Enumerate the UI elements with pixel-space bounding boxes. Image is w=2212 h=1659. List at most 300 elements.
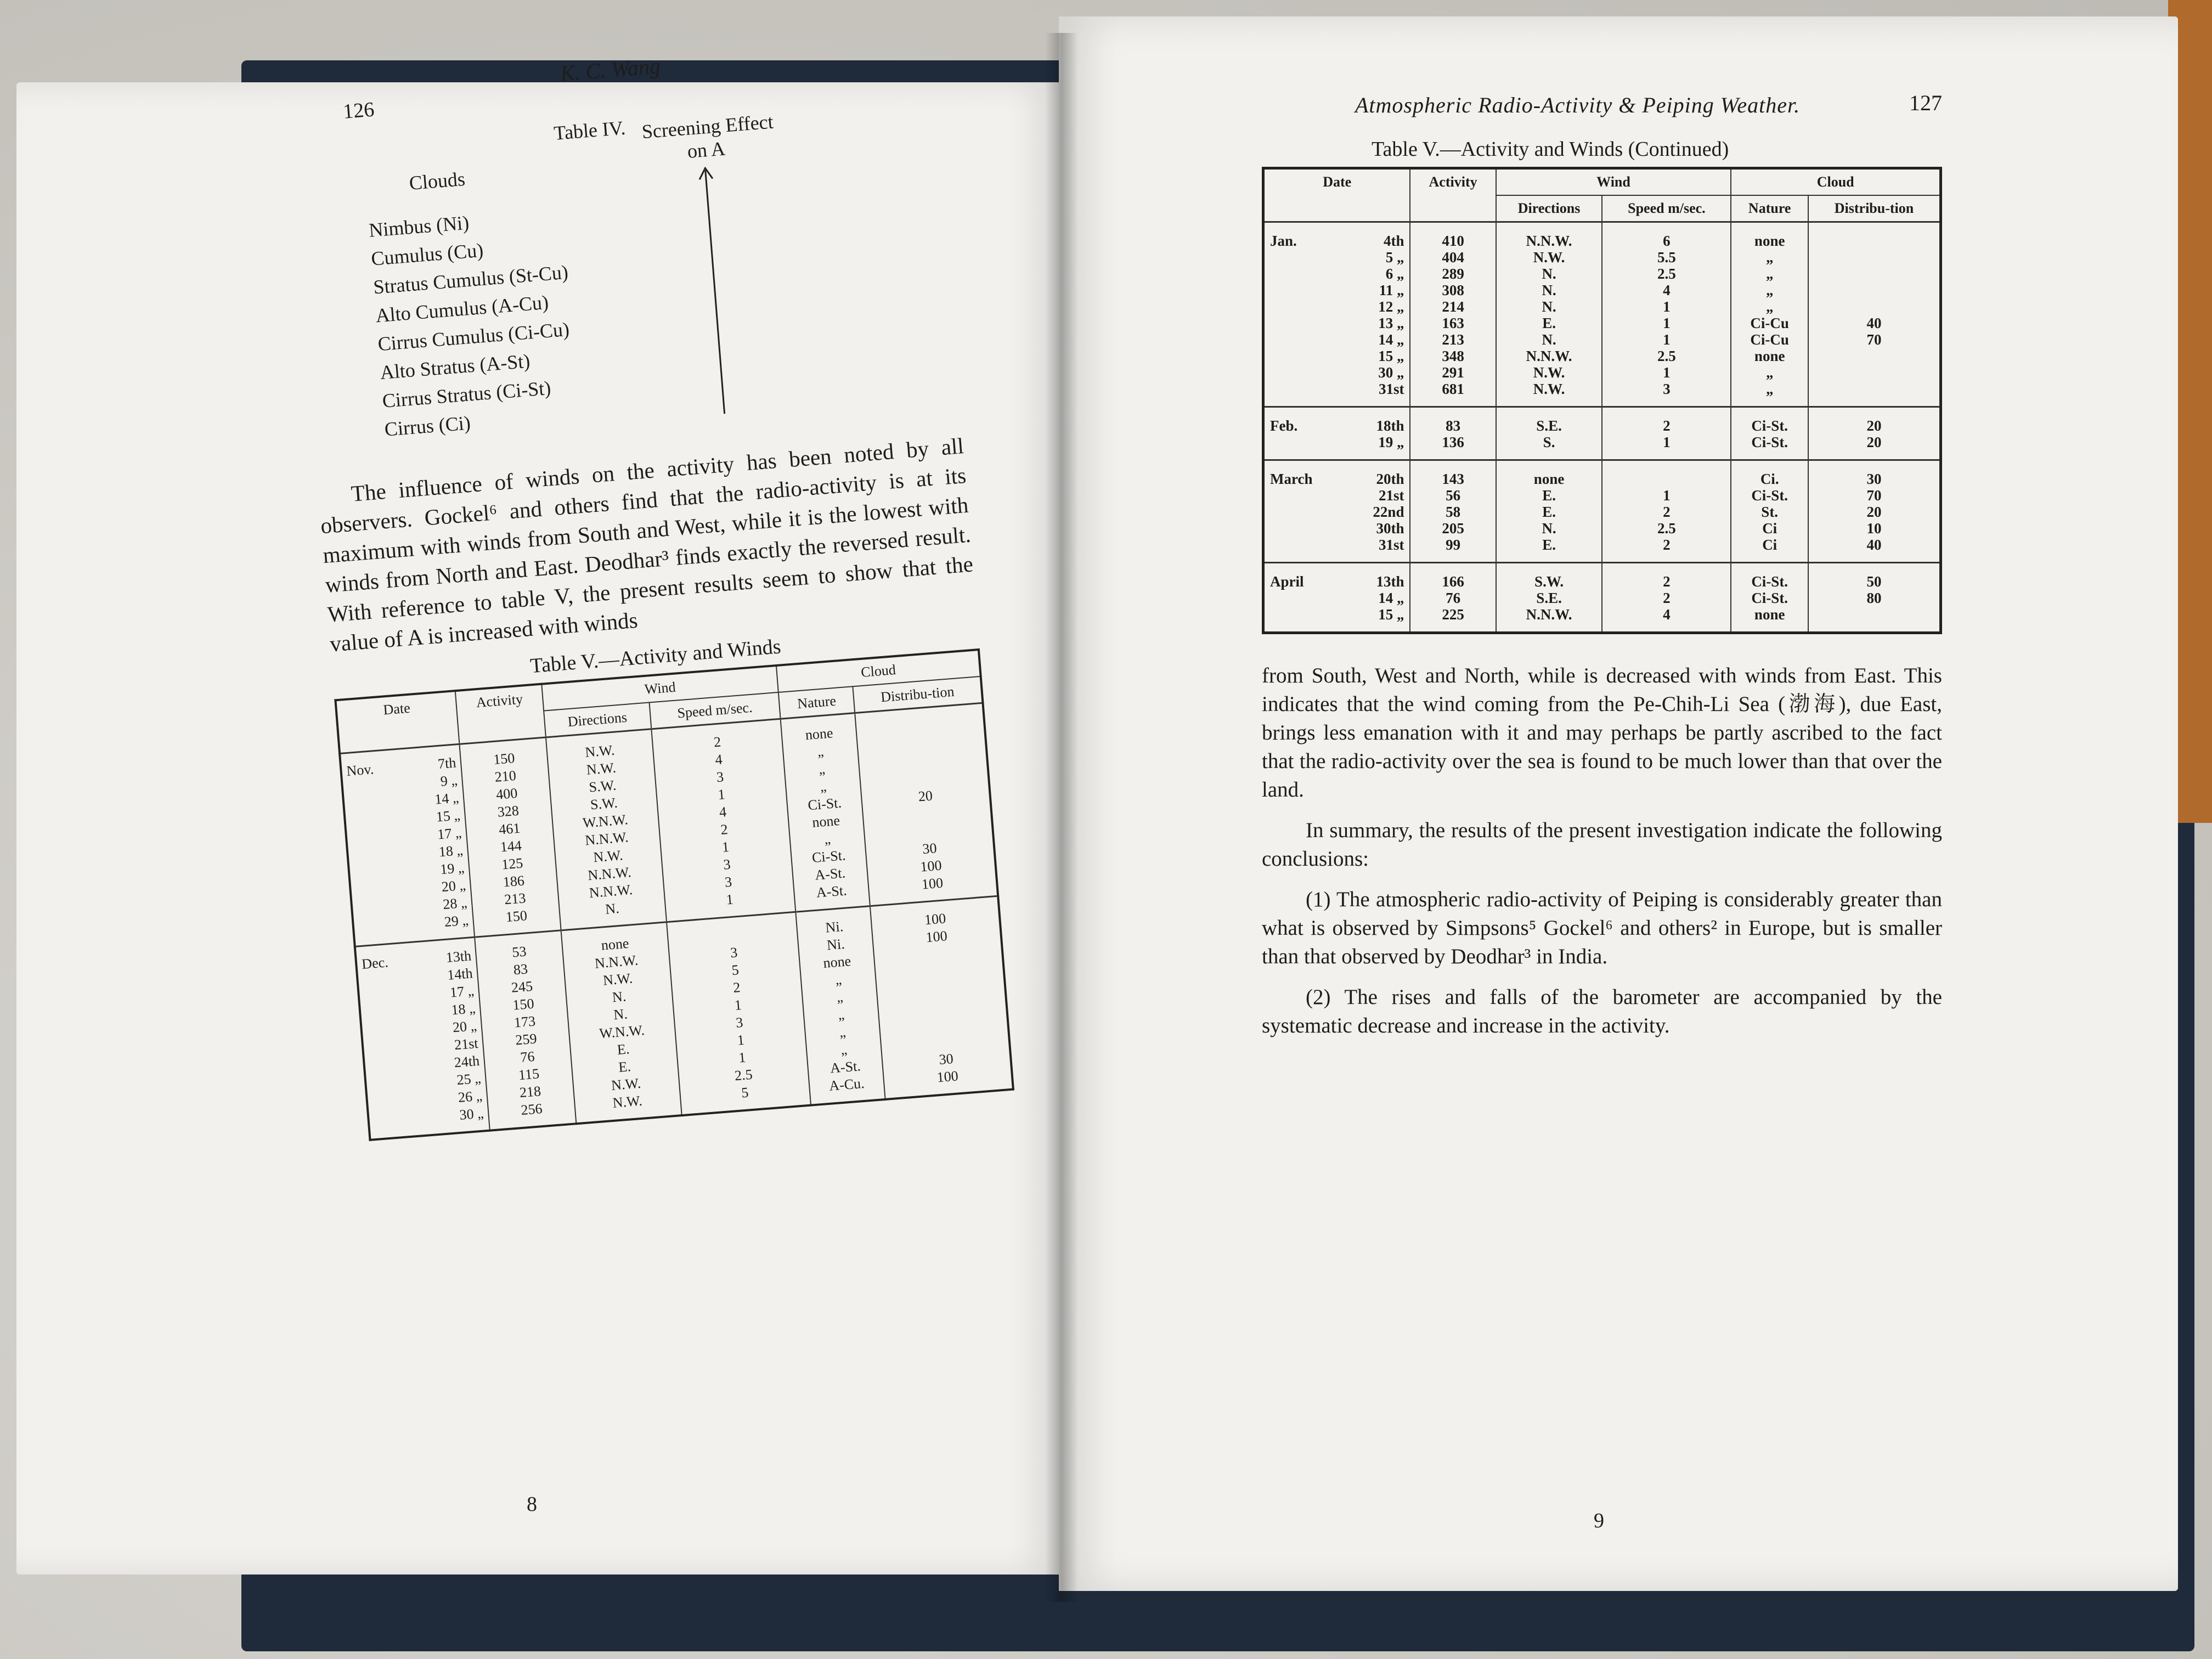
dist-column [1808,222,1941,407]
dist-column [870,896,1013,1099]
nature-value: „ [1765,381,1774,397]
speed-value: 2 [732,979,741,996]
distribution-value: 20 [1866,504,1882,520]
activity-value: 150 [493,750,516,768]
nature-column [781,713,870,912]
speed-value [1608,471,1725,487]
day-label: 29 „ [443,912,469,930]
nature-value: Ni. [825,918,844,936]
speed-value: 1 [738,1049,747,1066]
nature-value: A-St. [814,865,847,883]
speed-value: 4 [1663,282,1671,298]
speed-value: 2 [1663,590,1671,606]
table-4-screening-sub: on A [686,137,726,162]
activity-value: 289 [1442,266,1464,282]
table-5-caption: Table V.—Activity and Winds [529,635,782,678]
date-cell [1263,460,1410,563]
distribution-value: 100 [921,874,944,893]
activity-value: 163 [1442,315,1464,331]
speed-value: 3 [1663,381,1671,397]
right-text [1262,662,1942,1040]
right-page-content [1262,82,1942,1052]
distribution-value: 70 [1866,331,1882,348]
distribution-value: 100 [925,928,948,946]
speed-value: 2 [713,733,722,751]
direction-value: E. [618,1058,631,1075]
table-month-block [1263,407,1941,460]
day-label: 13th [1376,573,1404,590]
direction-value: N.N.W. [584,829,629,849]
speed-value: 1 [1663,364,1671,381]
direction-value: N.W. [1533,364,1565,381]
table-5 [334,648,1014,1141]
date-cell [1263,407,1410,460]
activity-value: 308 [1442,282,1464,298]
activity-value: 99 [1446,537,1461,553]
book-gutter [1045,33,1078,1602]
right-folio: 9 [1594,1509,1604,1532]
left-page-content [285,26,1014,1141]
activity-value: 56 [1446,487,1461,504]
speed-column [1602,407,1731,460]
direction-value: N.N.W. [587,864,632,884]
activity-value: 400 [495,785,518,803]
distribution-value: 20 [917,787,933,805]
speed-value: 1 [733,997,742,1013]
nature-value: „ [834,971,843,988]
activity-value: 115 [517,1065,540,1084]
nature-value: „ [836,989,844,1006]
direction-value: N.W. [584,742,616,760]
activity-value: 150 [505,907,528,926]
speed-column [651,719,796,922]
speed-value: 1 [1663,298,1671,315]
nature-value: „ [840,1041,848,1058]
directions-column [1496,407,1602,460]
nature-value: „ [1765,364,1774,381]
distribution-value: 20 [1866,434,1882,450]
day-label: 18 „ [438,842,464,860]
direction-value: N.N.W. [588,881,634,901]
direction-value: N. [1542,298,1556,315]
speed-value: 3 [723,856,731,873]
speed-value: 2 [1663,417,1671,434]
distribution-value [1814,381,1934,397]
distribution-value [1814,249,1934,266]
nature-value: „ [1765,282,1774,298]
activity-value: 328 [496,802,520,820]
direction-value: W.N.W. [582,811,629,831]
nature-column [1731,563,1808,633]
nature-value: St. [1761,504,1779,520]
day-label: 15 „ [435,807,461,825]
activity-value: 83 [1446,417,1461,434]
direction-value: none [1533,471,1565,487]
activity-value: 259 [515,1030,538,1048]
table-5-cont-caption: Table V.—Activity and Winds (Continued) [1372,138,1729,161]
day-label: 21st [1378,487,1404,504]
activity-value: 83 [512,961,529,978]
speed-value: 1 [725,891,734,908]
direction-value: E. [1542,487,1556,504]
left-running-head: K. C. Wang [559,53,662,86]
direction-value: S.W. [590,794,618,813]
activity-value: 213 [1442,331,1464,348]
day-label: 18th [1376,417,1404,434]
activity-column [475,930,576,1131]
dist-column [1808,460,1941,563]
cloud-type-item: Cirrus Cumulus (Ci-Cu) [377,318,571,356]
header-speed: Speed m/sec. [649,692,781,729]
nature-value: „ [818,760,826,777]
direction-value: N.N.W. [1526,233,1572,249]
activity-value: 410 [1442,233,1464,249]
directions-column [546,729,667,930]
distribution-value [1814,348,1934,364]
day-label: 18 „ [450,1000,476,1018]
speed-value: 4 [718,804,727,821]
direction-value: N. [1542,282,1556,298]
day-label: 9 „ [439,772,458,789]
distribution-value [1814,606,1934,623]
day-label: 14 „ [1378,331,1404,348]
cloud-type-item: Cumulus (Cu) [370,239,484,270]
header-date: Date [1263,168,1410,222]
distribution-value: 70 [1866,487,1882,504]
nature-value: none [1754,606,1785,623]
speed-value: 5.5 [1657,249,1676,266]
dist-column [1808,407,1941,460]
table-4-clouds-header: Clouds [408,167,466,194]
speed-value: 1 [736,1031,745,1048]
header-cloud: Cloud [776,650,980,692]
distribution-value: 100 [936,1068,959,1086]
screening-arrow-icon [694,164,736,417]
cloud-type-item: Cirrus Stratus (Ci-St) [381,376,552,412]
day-label: 13 „ [1378,315,1404,331]
nature-value: none [811,812,841,831]
distribution-value: 40 [1866,537,1882,553]
table-4 [290,92,962,482]
nature-value: Ni. [826,935,845,953]
direction-value: N.W. [585,759,617,778]
direction-value: N.W. [1533,381,1565,397]
month-label: Feb. [1270,417,1298,434]
activity-value: 404 [1442,249,1464,266]
speed-value: 1 [1663,331,1671,348]
table-month-block [1263,460,1941,563]
day-label: 13th [445,947,472,966]
direction-value: N.W. [611,1075,642,1093]
speed-value: 2.5 [733,1066,753,1084]
activity-value: 173 [513,1013,537,1031]
direction-value: W.N.W. [599,1022,645,1042]
date-cell [1263,222,1410,407]
activity-column [1410,460,1496,563]
day-label: 30 „ [459,1105,484,1123]
header-distribution: Distribu-tion [853,676,983,713]
activity-value: 186 [502,872,525,890]
activity-value: 136 [1442,434,1464,450]
day-label: 19 „ [1378,434,1404,450]
table-4-screening-header: Screening Effect [641,110,774,143]
nature-value: Ci [1762,537,1778,553]
day-label: 4th [1383,233,1404,249]
distribution-value: 80 [1866,590,1882,606]
directions-column [1496,460,1602,563]
direction-value: E. [1542,504,1556,520]
activity-value: 53 [511,943,527,961]
day-label: 30th [1376,520,1404,537]
speed-value: 3 [724,873,733,890]
distribution-value: 10 [1866,520,1882,537]
table-5-continued [1262,167,1942,634]
dist-column [855,703,998,906]
directions-column [1496,563,1602,633]
activity-value: 213 [504,890,527,908]
paragraph-summary: In summary, the results of the present investigation indicate the following conclusions: [1262,819,1942,871]
distribution-value [1814,364,1934,381]
nature-value: Ci-St. [1751,434,1788,450]
activity-value: 225 [1442,606,1464,623]
nature-value: „ [1765,249,1774,266]
day-label: 26 „ [457,1087,483,1105]
activity-column [1410,563,1496,633]
nature-value: A-St. [830,1058,861,1076]
distribution-value: 30 [1866,471,1882,487]
day-label: 17 „ [437,825,462,843]
month-label: March [1270,471,1313,487]
speed-column [1602,460,1731,563]
direction-value: E. [1542,315,1556,331]
direction-value: E. [1542,537,1556,553]
direction-value: S. [1543,434,1555,450]
speed-value: 2.5 [1657,348,1676,364]
day-label: 19 „ [439,859,465,878]
nature-value: Ci-St. [807,794,842,814]
speed-value: 2 [1663,504,1671,520]
day-label: 7th [437,754,457,772]
distribution-value: 30 [938,1051,954,1068]
left-page-number: 126 [342,98,375,123]
header-wind: Wind [1496,168,1731,196]
activity-value: 461 [498,820,521,838]
day-label: 24th [453,1052,481,1071]
nature-column [1731,407,1808,460]
day-label: 11 „ [1379,282,1404,298]
table-4-caption: Table IV. [553,116,627,144]
date-cell [1263,563,1410,633]
direction-value: S.E. [1536,590,1562,606]
dist-column [1808,563,1941,633]
speed-column [1602,563,1731,633]
distribution-value [1814,266,1934,282]
header-directions: Directions [1496,195,1602,222]
directions-column [561,922,681,1124]
direction-value: N. [605,900,620,917]
nature-value: Ci [1762,520,1778,537]
distribution-value: 100 [923,910,947,928]
activity-value: 245 [510,978,534,996]
right-page-number: 127 [1909,91,1942,115]
nature-value: Ci-St. [1751,590,1788,606]
nature-value: A-Cu. [828,1075,865,1094]
day-label: 14 „ [1378,590,1404,606]
day-label: 28 „ [442,894,468,913]
activity-value: 125 [501,855,524,873]
day-label: 6 „ [1385,266,1404,282]
cloud-type-item: Cirrus (Ci) [383,411,472,441]
direction-value: E. [616,1041,630,1058]
nature-value: Ci. [1760,471,1779,487]
day-label: 14th [447,965,473,983]
day-label: 20 „ [441,877,466,895]
direction-value: N. [611,988,627,1006]
day-label: 31st [1378,381,1404,397]
activity-value: 166 [1442,573,1464,590]
direction-value: N. [1542,331,1556,348]
speed-value: 2 [1663,573,1671,590]
direction-value: N.N.W. [1526,606,1572,623]
month-label: Jan. [1270,233,1297,249]
speed-column [1602,222,1731,407]
nature-value: „ [816,743,825,760]
day-label: 15 „ [1378,606,1404,623]
table-month-block [1263,563,1941,633]
month-label: Dec. [361,954,389,973]
distribution-value: 50 [1866,573,1882,590]
conclusion-1: (1) The atmospheric radio-activity of Peiping is considerably greater than what is observed by Simpsons⁵ Gockel⁶ and others² in Europe, but is smaller than that observed by Deodhar³ in India. [1262,888,1942,968]
header-wind: Wind [541,665,778,711]
distribution-value [1814,233,1934,249]
nature-value: none [822,953,852,971]
day-label: 5 „ [1385,249,1404,266]
activity-value: 681 [1442,381,1464,397]
left-paragraph: The influence of winds on the activity has been noted by all observers. Gockel⁶ and others find that the radio-activity is at its maximum with winds from South and West, while it is the lowest with winds from North and East. Deodhar³ finds exactly the reversed result. With reference to table V, the present results seem to show that the value of A is increased with winds [319,433,974,657]
day-label: 25 „ [456,1070,482,1088]
direction-value: N.N.W. [1526,348,1572,364]
nature-value: Ci-Cu [1750,315,1789,331]
speed-value: 4 [1663,606,1671,623]
speed-value: 3 [715,769,725,786]
nature-value: Ci-St. [1751,417,1788,434]
day-label: 12 „ [1378,298,1404,315]
header-directions: Directions [544,702,651,737]
speed-value: 2.5 [1657,266,1676,282]
activity-value: 210 [494,767,517,785]
day-label: 17 „ [449,983,475,1001]
speed-value: 1 [1663,315,1671,331]
distribution-value [1814,282,1934,298]
header-date: Date [335,691,459,753]
speed-value: 1 [1663,487,1671,504]
distribution-value [1814,298,1934,315]
activity-column [1410,407,1496,460]
speed-value: 4 [714,751,723,768]
day-label: 14 „ [434,789,460,808]
speed-value: 1 [1663,434,1671,450]
left-folio: 8 [527,1493,537,1516]
nature-column [1731,460,1808,563]
conclusion-2: (2) The rises and falls of the barometer are accompanied by the systematic decrease and increase in the activity. [1262,985,1942,1037]
nature-value: „ [1765,266,1774,282]
nature-value: none [1754,233,1785,249]
activity-column [460,737,561,937]
direction-value: N.N.W. [594,952,639,972]
nature-value: A-St. [815,882,848,901]
day-label: 15 „ [1378,348,1404,364]
direction-value: S.E. [1536,417,1562,434]
distribution-value: 40 [1866,315,1882,331]
cloud-type-item: Nimbus (Ni) [368,211,470,241]
distribution-value: 20 [1866,417,1882,434]
nature-value: „ [838,1024,847,1041]
direction-value: N.W. [592,847,624,866]
direction-value: N. [1542,520,1556,537]
table-month-block [1263,222,1941,407]
day-label: 20th [1376,471,1404,487]
day-label: 21st [454,1035,479,1053]
activity-value: 150 [512,995,535,1013]
activity-value: 58 [1446,504,1461,520]
month-label: April [1270,573,1304,590]
nature-value: Ci-St. [811,847,847,866]
nature-value: Ci-St. [1751,573,1788,590]
activity-column [1410,222,1496,407]
direction-value: N.W. [612,1092,643,1111]
activity-value: 348 [1442,348,1464,364]
direction-value: N. [613,1006,628,1023]
date-cell [340,744,475,946]
cloud-type-item: Alto Cumulus (A-Cu) [375,291,550,327]
day-label: 30 „ [1378,364,1404,381]
activity-value: 143 [1442,471,1464,487]
header-nature: Nature [1731,195,1808,222]
direction-value: none [600,935,630,953]
activity-value: 76 [1446,590,1461,606]
date-cell [355,937,490,1140]
header-cloud: Cloud [1731,168,1940,196]
nature-value: „ [837,1006,845,1023]
nature-value: „ [823,831,832,848]
header-speed: Speed m/sec. [1602,195,1731,222]
header-activity: Activity [455,684,546,744]
speed-value: 6 [1663,233,1671,249]
activity-value: 256 [520,1101,543,1119]
speed-value: 2.5 [1657,520,1676,537]
speed-value: 5 [741,1084,749,1101]
speed-value: 5 [731,962,740,979]
cloud-type-item: Alto Stratus (A-St) [379,349,531,384]
activity-value: 214 [1442,298,1464,315]
day-label: 31st [1378,537,1404,553]
activity-value: 144 [499,837,522,855]
day-label: 22nd [1373,504,1404,520]
nature-column [1731,222,1808,407]
direction-value: S.W. [1534,573,1564,590]
speed-column [667,912,811,1115]
right-running-title: Atmospheric Radio-Activity & Peiping Weather. [1355,93,1801,117]
header-distribution: Distribu-tion [1808,195,1941,222]
nature-value: none [804,725,834,743]
activity-value: 76 [520,1048,535,1065]
distribution-value: 30 [922,840,938,857]
directions-column [1496,222,1602,407]
header-activity: Activity [1410,168,1496,222]
speed-value: 1 [721,838,730,855]
speed-value: 3 [735,1014,744,1031]
day-label: 20 „ [452,1017,478,1036]
